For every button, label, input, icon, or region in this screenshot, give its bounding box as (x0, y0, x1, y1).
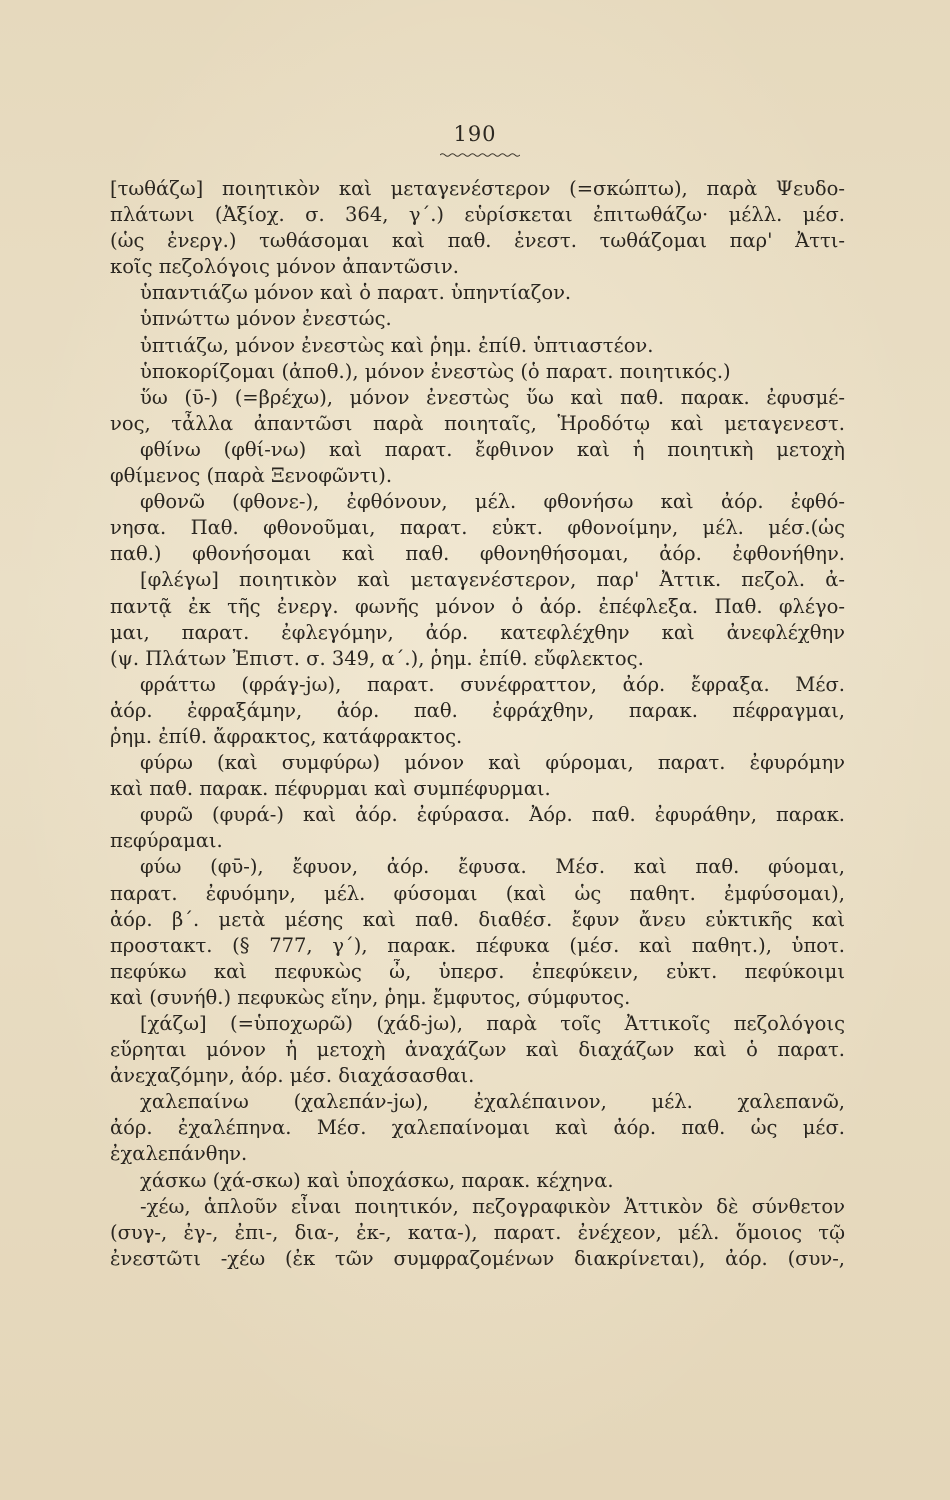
entry-line: -χέω, ἁπλοῦν εἶναι ποιητικόν, πεζογραφικὸν Ἀττικὸν δὲ σύνθετον (140, 1194, 845, 1218)
text-line: [τωθάζω] ποιητικὸν καὶ μεταγενέστερον (=σκώπτω), παρὰ Ψευδο- (110, 177, 845, 200)
text-line: μαι, παρατ. ἐφλεγόμην, ἀόρ. κατεφλέχθην καὶ ἀνεφλέχθην (110, 620, 845, 644)
text-line: καὶ παθ. παρακ. πέφυρμαι καὶ συμπέφυρμαι. (110, 777, 551, 801)
text-line: ἐνεστῶτι -χέω (ἐκ τῶν συμφραζομένων διακρίνεται), ἀόρ. (συν-, (110, 1246, 845, 1270)
text-line: ἀνεχαζόμην, ἀόρ. μέσ. διαχάσασθαι. (110, 1064, 475, 1088)
entry-line: φυρῶ (φυρά-) καὶ ἀόρ. ἐφύρασα. Ἀόρ. παθ. ἐφυράθην, παρακ. (140, 803, 845, 827)
entry-line: χάσκω (χά-σκω) καὶ ὑποχάσκω, παρακ. κέχηνα. (140, 1168, 614, 1192)
text-line: προστακτ. (§ 777, γ΄), παρακ. πέφυκα (μέσ. καὶ παθητ.), ὑποτ. (110, 933, 845, 957)
text-line: νος, τἆλλα ἀπαντῶσι παρὰ ποιηταῖς, Ἡροδότῳ καὶ μεταγενεστ. (110, 411, 845, 435)
text-line: νησα. Παθ. φθονοῦμαι, παρατ. εὐκτ. φθονοίμην, μέλ. μέσ.(ὡς (110, 516, 845, 540)
entry-line: φθίνω (φθί-νω) καὶ παρατ. ἔφθινον καὶ ἡ ποιητικὴ μετοχὴ (140, 437, 845, 461)
text-line: καὶ (συνήθ.) πεφυκὼς εἴην, ῥημ. ἔμφυτος, σύμφυτος. (110, 985, 631, 1009)
entry-line: φράττω (φράγ-jω), παρατ. συνέφραττον, ἀόρ. ἔφραξα. Μέσ. (140, 672, 845, 696)
entry-line: [φλέγω] ποιητικὸν καὶ μεταγενέστερον, παρ' Ἀττικ. πεζολ. ἀ- (140, 568, 845, 592)
entry-line: φύω (φῡ-), ἔφυον, ἀόρ. ἔφυσα. Μέσ. καὶ παθ. φύομαι, (140, 855, 845, 879)
page-number: 190 (453, 122, 497, 146)
entry-line: χαλεπαίνω (χαλεπάν-jω), ἐχαλέπαινον, μέλ. χαλεπανῶ, (140, 1090, 845, 1114)
text-line: (ψ. Πλάτων Ἐπιστ. σ. 349, α΄.), ῥημ. ἐπίθ. εὔφλεκτος. (110, 646, 644, 670)
entry-line: [χάζω] (=ὑποχωρῶ) (χάδ-jω), παρὰ τοῖς Ἀττικοῖς πεζολόγοις (140, 1012, 845, 1035)
text-line: ἀόρ. ἐχαλέπηνα. Μέσ. χαλεπαίνομαι καὶ ἀόρ. παθ. ὡς μέσ. (110, 1116, 845, 1140)
text-line: εὕρηται μόνον ἡ μετοχὴ ἀναχάζων καὶ διαχάζων καὶ ὁ παρατ. (110, 1038, 845, 1062)
text-line: πλάτωνι (Ἀξίοχ. σ. 364, γ΄.) εὑρίσκεται ἐπιτωθάζω· μέλλ. μέσ. (110, 203, 845, 227)
text-line: ἀόρ. β΄. μετὰ μέσης καὶ παθ. διαθέσ. ἔφυν ἄνευ εὐκτικῆς καὶ (110, 907, 845, 931)
entry-line: φύρω (καὶ συμφύρω) μόνον καὶ φύρομαι, παρατ. ἐφυρόμην (140, 751, 845, 775)
body-text (110, 176, 845, 1272)
entry-line: ὑπνώττω μόνον ἐνεστώς. (140, 307, 392, 331)
entry-line: ὕω (ῡ-) (=βρέχω), μόνον ἐνεστὼς ὕω καὶ παθ. παρακ. ἐφυσμέ- (140, 385, 845, 409)
text-line: ῥημ. ἐπίθ. ἄφρακτος, κατάφρακτος. (110, 724, 463, 748)
entry-line: ὑπαντιάζω μόνον καὶ ὁ παρατ. ὑπηντίαζον. (140, 281, 572, 305)
text-line: πεφύκω καὶ πεφυκὼς ὦ, ὑπερσ. ἐπεφύκειν, εὐκτ. πεφύκοιμι (110, 959, 845, 983)
entry-line: ὑποκορίζομαι (ἀποθ.), μόνον ἐνεστὼς (ὁ παρατ. ποιητικός.) (140, 359, 731, 383)
text-line: πεφύραμαι. (110, 829, 223, 853)
text-line: φθίμενος (παρὰ Ξενοφῶντι). (110, 464, 393, 488)
text-line: κοῖς πεζολόγοις μόνον ἀπαντῶσιν. (110, 255, 459, 279)
text-line: ἀόρ. ἐφραξάμην, ἀόρ. παθ. ἐφράχθην, παρακ. πέφραγμαι, (110, 698, 845, 722)
text-line: παρατ. ἐφυόμην, μέλ. φύσομαι (καὶ ὡς παθητ. ἐμφύσομαι), (110, 881, 845, 905)
text-line: (συγ-, ἐγ-, ἐπι-, δια-, ἐκ-, κατα-), παρατ. ἐνέχεον, μέλ. ὅμοιος τῷ (110, 1220, 845, 1244)
text-line: παντᾷ ἐκ τῆς ἐνεργ. φωνῆς μόνον ὁ ἀόρ. ἐπέφλεξα. Παθ. φλέγο- (110, 594, 845, 618)
wavy-rule-ornament (440, 152, 520, 158)
entry-line: φθονῶ (φθονε-), ἐφθόνουν, μέλ. φθονήσω καὶ ἀόρ. ἐφθό- (140, 490, 845, 514)
text-line: παθ.) φθονήσομαι καὶ παθ. φθονηθήσομαι, ἀόρ. ἐφθονήθην. (110, 542, 845, 566)
text-line: ἐχαλεπάνθην. (110, 1142, 248, 1166)
entry-line: ὑπτιάζω, μόνον ἐνεστὼς καὶ ῥημ. ἐπίθ. ὑπτιαστέον. (140, 333, 654, 357)
text-line: (ὡς ἐνεργ.) τωθάσομαι καὶ παθ. ἐνεστ. τωθάζομαι παρ' Ἀττι- (110, 229, 845, 253)
